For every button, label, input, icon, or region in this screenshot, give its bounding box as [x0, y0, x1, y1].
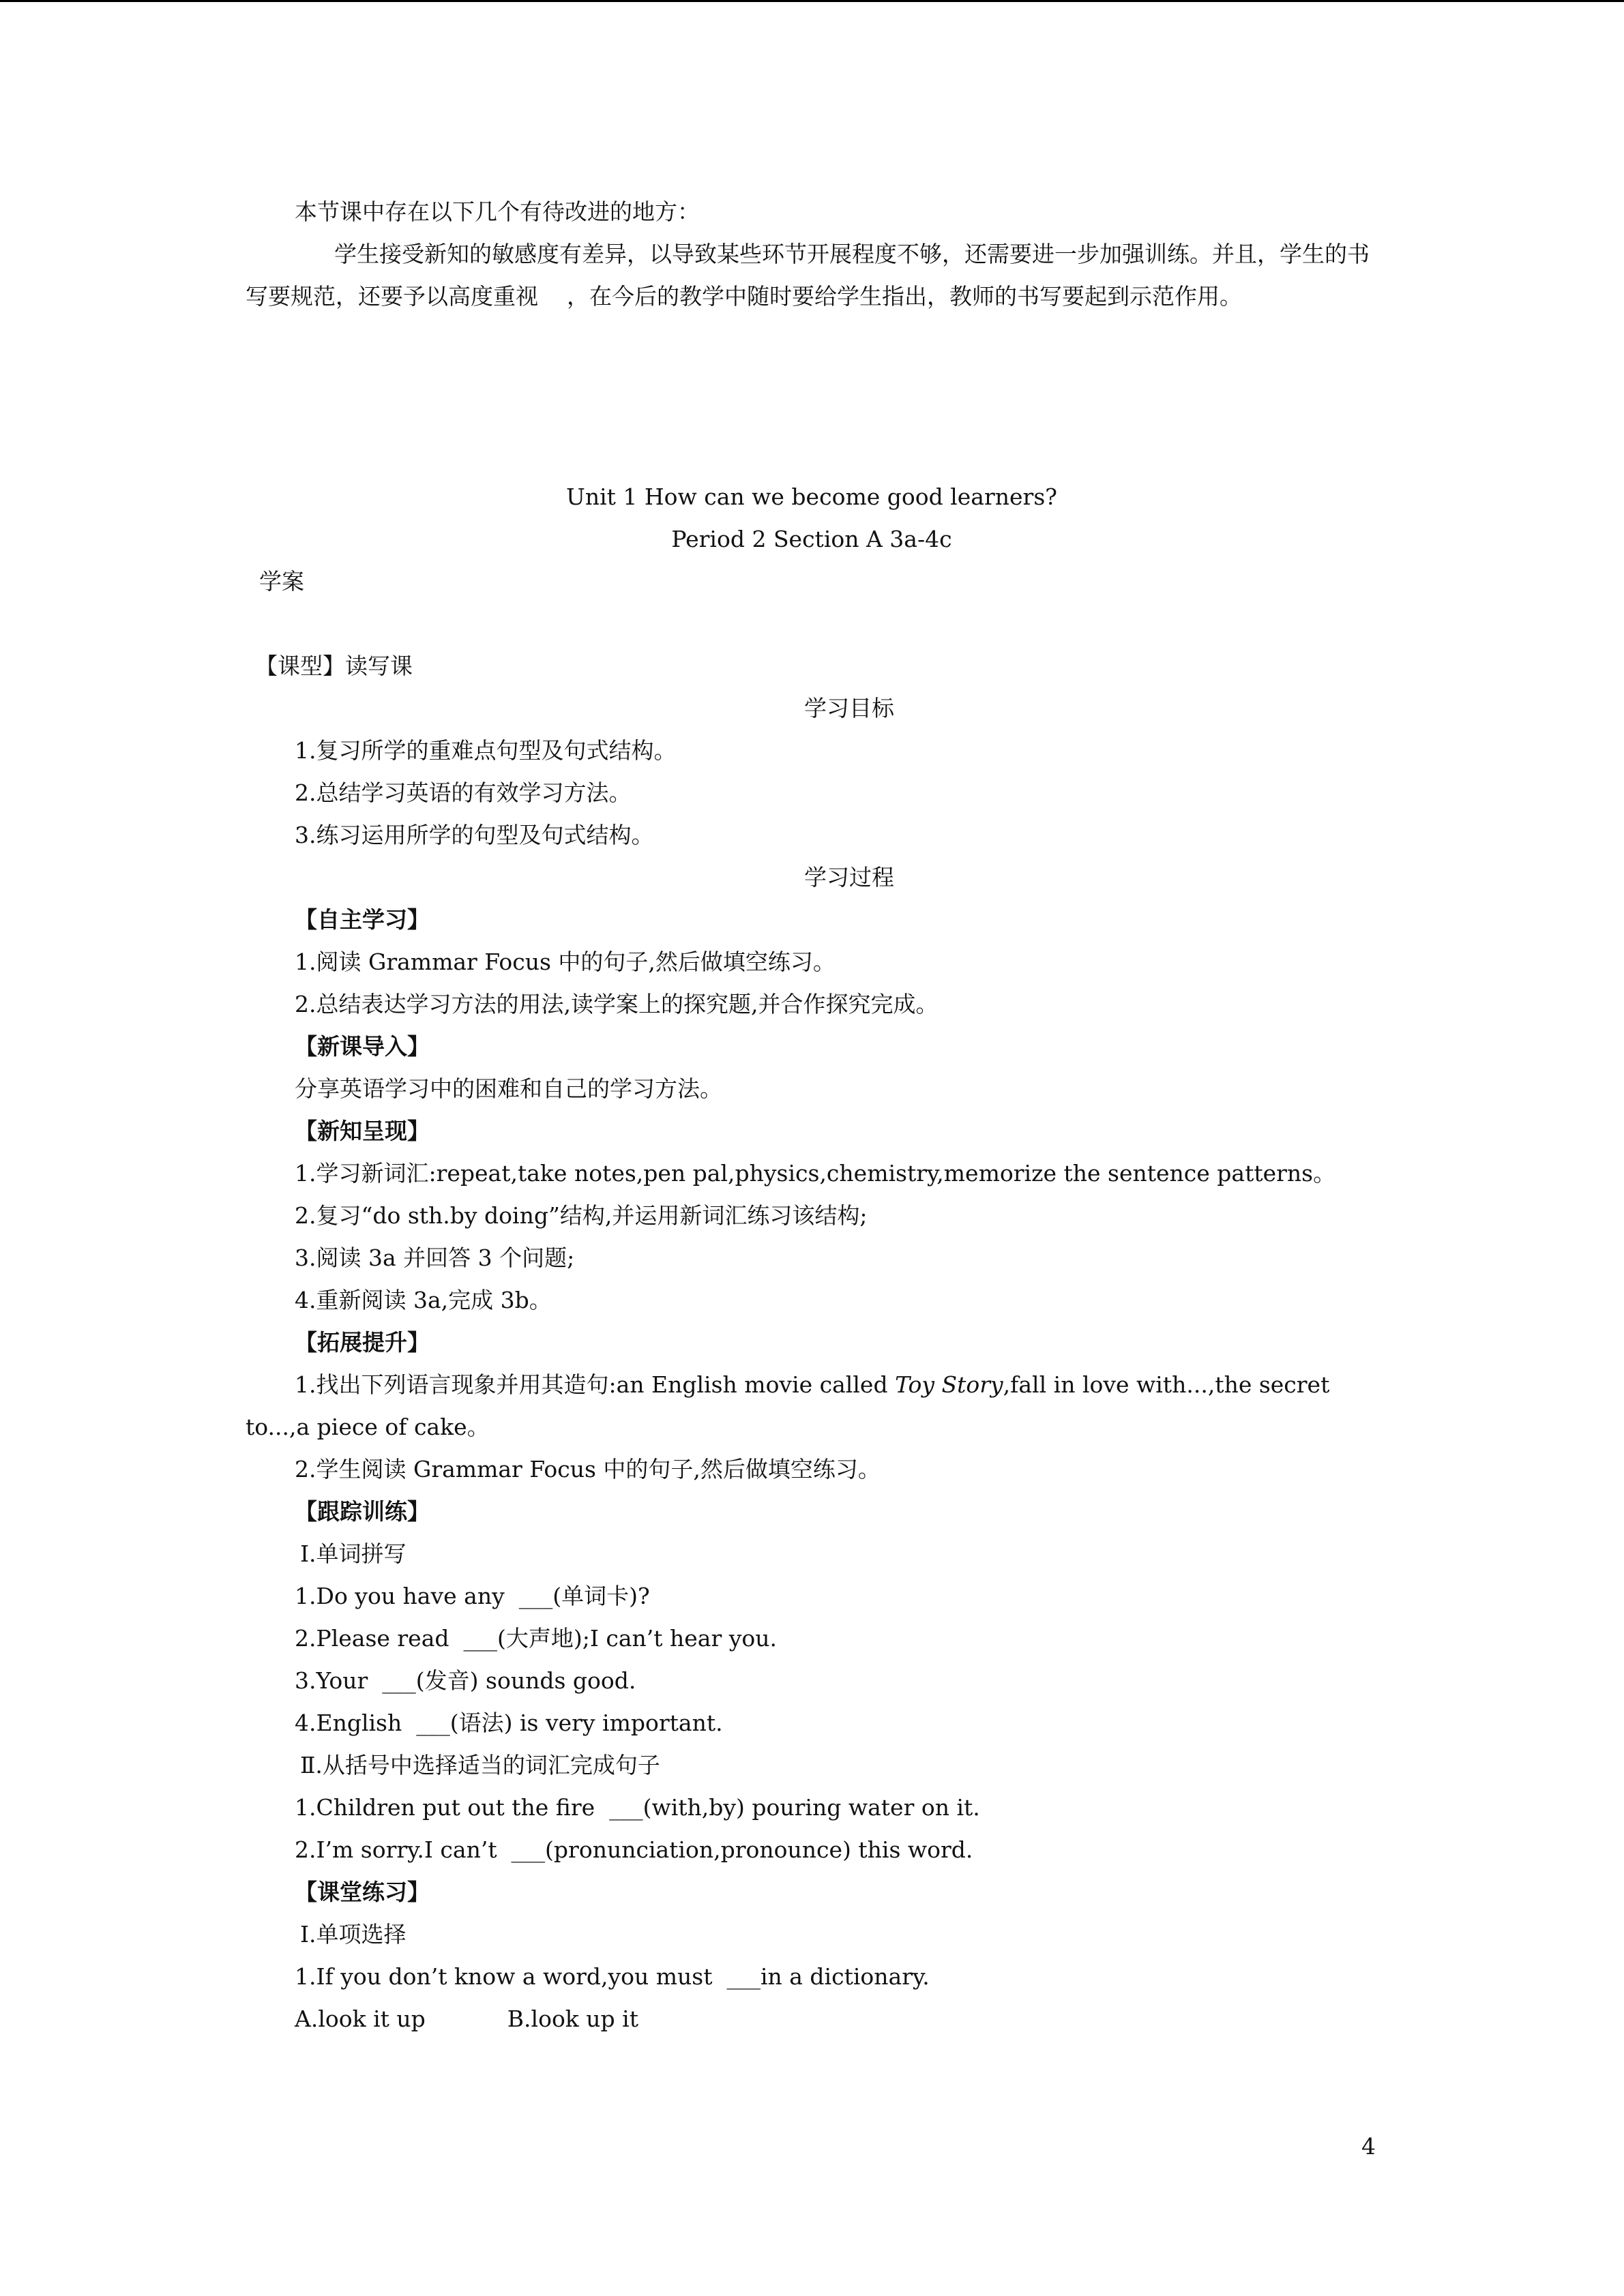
exercise-item: 1.Children put out the fire ___(with,by) pouring water on it. — [295, 1794, 980, 1821]
exercise-item: 2.Please read ___(大声地);I can’t hear you. — [295, 1625, 778, 1652]
section-heading-lianxi: 【课堂练习】 — [295, 1879, 430, 1905]
section-heading-zizhu: 【自主学习】 — [295, 906, 430, 933]
chengxian-item: 4.重新阅读 3a,完成 3b。 — [295, 1287, 552, 1313]
page-top-rule — [0, 0, 1624, 2]
intro-line: 本节课中存在以下几个有待改进的地方： — [295, 198, 700, 225]
spacer — [246, 603, 1378, 645]
section-heading-genzong: 【跟踪训练】 — [295, 1498, 430, 1525]
section-heading-chengxian: 【新知呈现】 — [295, 1118, 430, 1144]
period-subtitle: Period 2 Section A 3a-4c — [671, 526, 952, 552]
spacer — [246, 318, 1378, 476]
exercise-part-title: Ⅰ.单词拼写 — [300, 1540, 407, 1567]
chengxian-item: 2.复习“do sth.by doing”结构,并运用新词汇练习该结构; — [295, 1202, 868, 1229]
movie-title: Toy Story — [895, 1371, 1003, 1398]
tuozhan-item: 2.学生阅读 Grammar Focus 中的句子,然后做填空练习。 — [295, 1456, 881, 1482]
chengxian-item: 1.学习新词汇:repeat,take notes,pen pal,physics,chemistry,memorize the sentence patterns。 — [295, 1160, 1336, 1187]
answer-options — [246, 1998, 1378, 2040]
section-heading-tuozhan: 【拓展提升】 — [295, 1329, 430, 1356]
document-page — [246, 191, 1378, 2040]
exercise-part-title: Ⅱ.从括号中选择适当的词汇完成句子 — [300, 1752, 660, 1778]
process-heading: 学习过程 — [804, 864, 894, 891]
goals-heading: 学习目标 — [804, 695, 894, 721]
goal-item: 3.练习运用所学的句型及句式结构。 — [295, 822, 654, 848]
tuozhan-item — [246, 1364, 1378, 1448]
daoru-text: 分享英语学习中的困难和自己的学习方法。 — [295, 1075, 722, 1102]
option-a: A.look it up — [295, 2006, 426, 2032]
chengxian-item: 3.阅读 3a 并回答 3 个问题; — [295, 1244, 575, 1271]
lesson-type: 【课型】读写课 — [255, 653, 413, 679]
goal-item: 1.复习所学的重难点句型及句式结构。 — [295, 737, 677, 764]
exercise-item: 2.I’m sorry.I can’t ___(pronunciation,pronounce) this word. — [295, 1836, 973, 1863]
unit-title: Unit 1 How can we become good learners? — [566, 483, 1057, 510]
xuean-label: 学案 — [259, 568, 304, 595]
zizhu-item: 1.阅读 Grammar Focus 中的句子,然后做填空练习。 — [295, 949, 836, 975]
tuozhan-item1-rest: ,fall in love with...,the secret to...,a piece of cake。 — [246, 1371, 1337, 1440]
goal-item: 2.总结学习英语的有效学习方法。 — [295, 779, 632, 806]
tuozhan-item1-text: 1.找出下列语言现象并用其造句:an English movie called — [295, 1371, 896, 1398]
exercise-item: 3.Your ___(发音) sounds good. — [295, 1667, 636, 1694]
option-b: B.look up it — [507, 2006, 638, 2032]
page-number: 4 — [1361, 2133, 1376, 2160]
exercise-item: 1.If you don’t know a word,you must ___in a dictionary. — [295, 1963, 930, 1990]
exercise-part-title: Ⅰ.单项选择 — [300, 1921, 407, 1948]
section-heading-daoru: 【新课导入】 — [295, 1033, 430, 1060]
exercise-item: 1.Do you have any ___(单词卡)? — [295, 1583, 650, 1609]
intro-paragraph: 学生接受新知的敏感度有差异，以导致某些环节开展程度不够，还需要进一步加强训练。并且，学生的书写要规范，还要予以高度重视 ，在今后的教学中随时要给学生指出，教师的书写要起到示范作用。 — [246, 241, 1370, 310]
exercise-item: 4.English ___(语法) is very important. — [295, 1710, 723, 1736]
zizhu-item: 2.总结表达学习方法的用法,读学案上的探究题,并合作探究完成。 — [295, 991, 939, 1017]
